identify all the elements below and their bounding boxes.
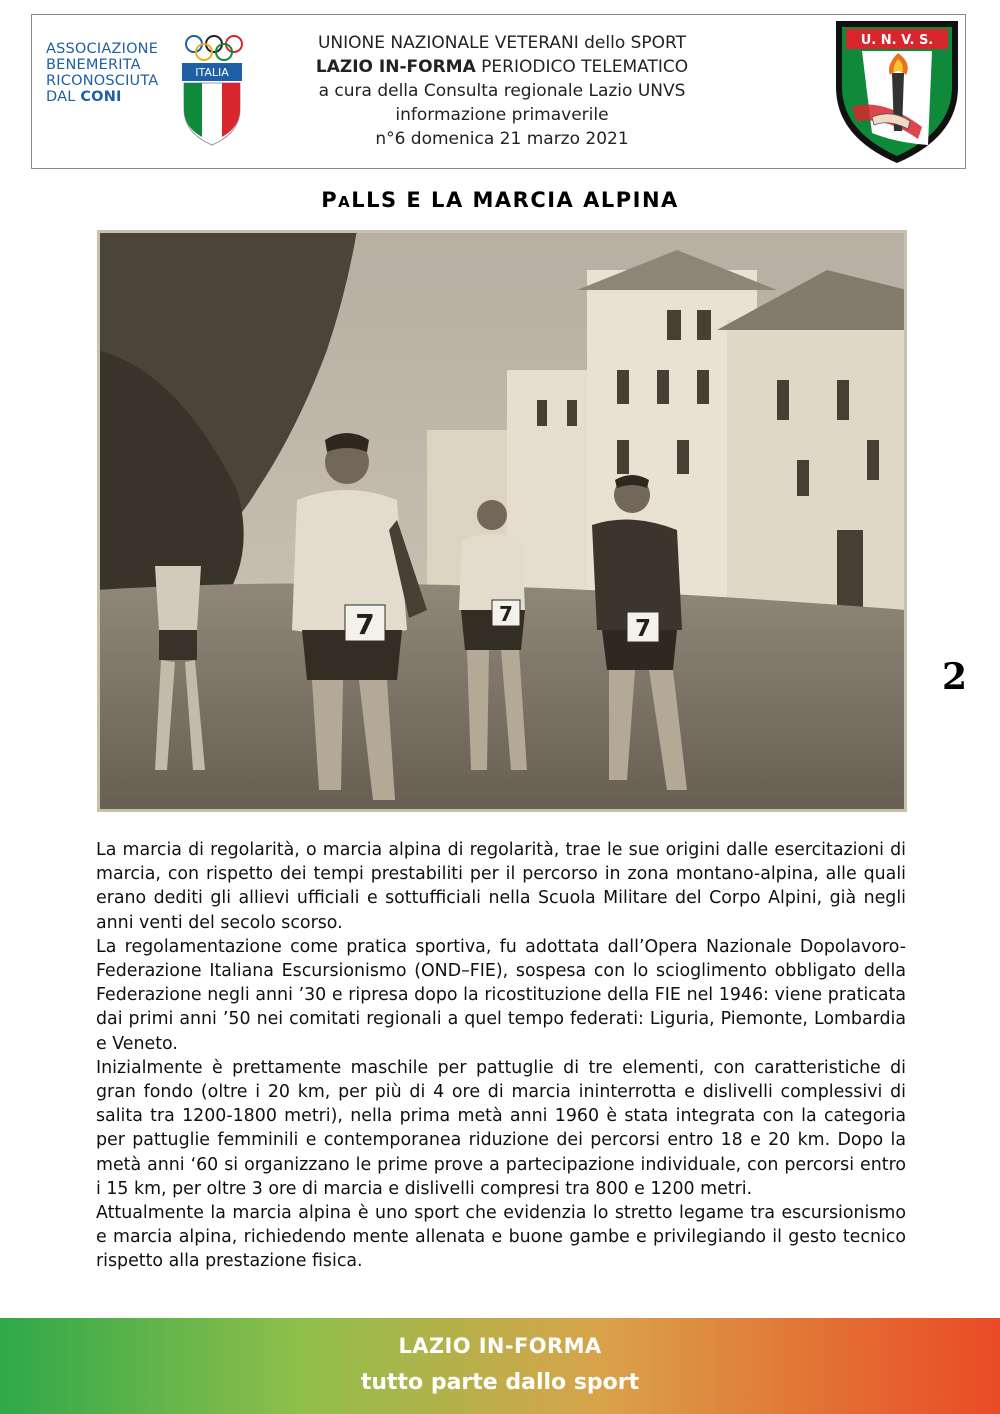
footer-title: LAZIO IN-FORMA xyxy=(398,1334,602,1358)
italia-shield-icon xyxy=(180,61,244,147)
bib-number-3: 7 xyxy=(634,616,652,642)
article-body xyxy=(96,838,906,1274)
coni-line-4-bold: CONI xyxy=(80,89,122,105)
masthead-line-2 xyxy=(262,55,742,79)
article-title: PaLLS E LA MARCIA ALPINA xyxy=(321,188,679,212)
vintage-race-photo xyxy=(97,230,907,812)
masthead-line-1: UNIONE NAZIONALE VETERANI dello SPORT xyxy=(317,33,687,53)
paragraph-2: La regolamentazione come pratica sportiva, fu adottata dall’Opera Nazionale Dopolavoro-Federazione Italiana Escursionismo (OND–FIE), sospesa con lo scioglimento obbligato della Federazione negli anni ’30 e ripresa dopo la ricostituzione della FIE nel 1946: viene praticata dai primi anni ’50 nei comitati regionali a quel tempo federati: Liguria, Piemonte, Lombardia e Veneto. xyxy=(96,936,906,1054)
coni-text xyxy=(46,41,158,105)
footer-tagline: tutto parte dallo sport xyxy=(360,1370,640,1395)
coni-line-4-prefix: DAL xyxy=(46,89,81,105)
paragraph-1: La marcia di regolarità, o marcia alpina di regolarità, trae le sue origini dalle esercitazioni di marcia, con rispetto dei tempi prestabiliti per il percorso in zona montano-alpina, alle quali erano dediti gli allievi ufficiali e sottufficiali nella Scuola Militare del Corpo Alpini, già negli anni venti del secolo scorso. xyxy=(96,840,906,933)
masthead xyxy=(31,14,966,169)
masthead-line-5: n°6 domenica 21 marzo 2021 xyxy=(375,129,629,149)
unvs-shield-icon xyxy=(832,17,962,167)
paragraph-3: Inizialmente è prettamente maschile per pattuglie di tre elementi, con caratteristiche di gran fondo (oltre i 20 km, per più di 4 ore di marcia ininterrotta e dislivelli complessivi di salita tra 1200-1800 metri), nella prima metà anni 1960 è stata integrata con la categoria per pattuglie femminili e contemporanea riduzione dei percorsi entro 18 e 20 km. Dopo la metà anni ‘60 si organizzano le prime prove a partecipazione individuale, con percorsi entro i 15 km, per oltre 3 ore di marcia e dislivelli compresi tra 800 e 1200 metri. xyxy=(96,1057,906,1199)
masthead-text xyxy=(262,31,742,151)
italia-label: ITALIA xyxy=(195,66,229,79)
paragraph-4: Attualmente la marcia alpina è uno sport che evidenzia lo stretto legame tra escursionismo e marcia alpina, richiedendo mente allenata e buone gambe e privilegiando il gesto tecnico rispetto alla prestazione fisica. xyxy=(96,1203,906,1272)
masthead-line-2-rest: PERIODICO TELEMATICO xyxy=(475,57,689,77)
page-number: 2 xyxy=(942,656,968,698)
coni-line-2: BENEMERITA xyxy=(46,57,141,73)
olympic-rings-icon xyxy=(184,33,244,63)
coni-line-4 xyxy=(46,89,158,105)
masthead-line-4: informazione primaverile xyxy=(395,105,609,125)
coni-line-3: RICONOSCIUTA xyxy=(46,73,159,89)
footer-banner xyxy=(0,1318,1000,1414)
coni-badge xyxy=(46,37,256,147)
unvs-label: U. N. V. S. xyxy=(860,33,934,48)
coni-line-1: ASSOCIAZIONE xyxy=(46,41,159,57)
masthead-line-3: a cura della Consulta regionale Lazio UNVS xyxy=(318,81,686,101)
bib-number-2: 7 xyxy=(499,602,513,626)
bib-number-1: 7 xyxy=(355,608,375,641)
masthead-line-2-bold: LAZIO IN-FORMA xyxy=(315,57,476,77)
